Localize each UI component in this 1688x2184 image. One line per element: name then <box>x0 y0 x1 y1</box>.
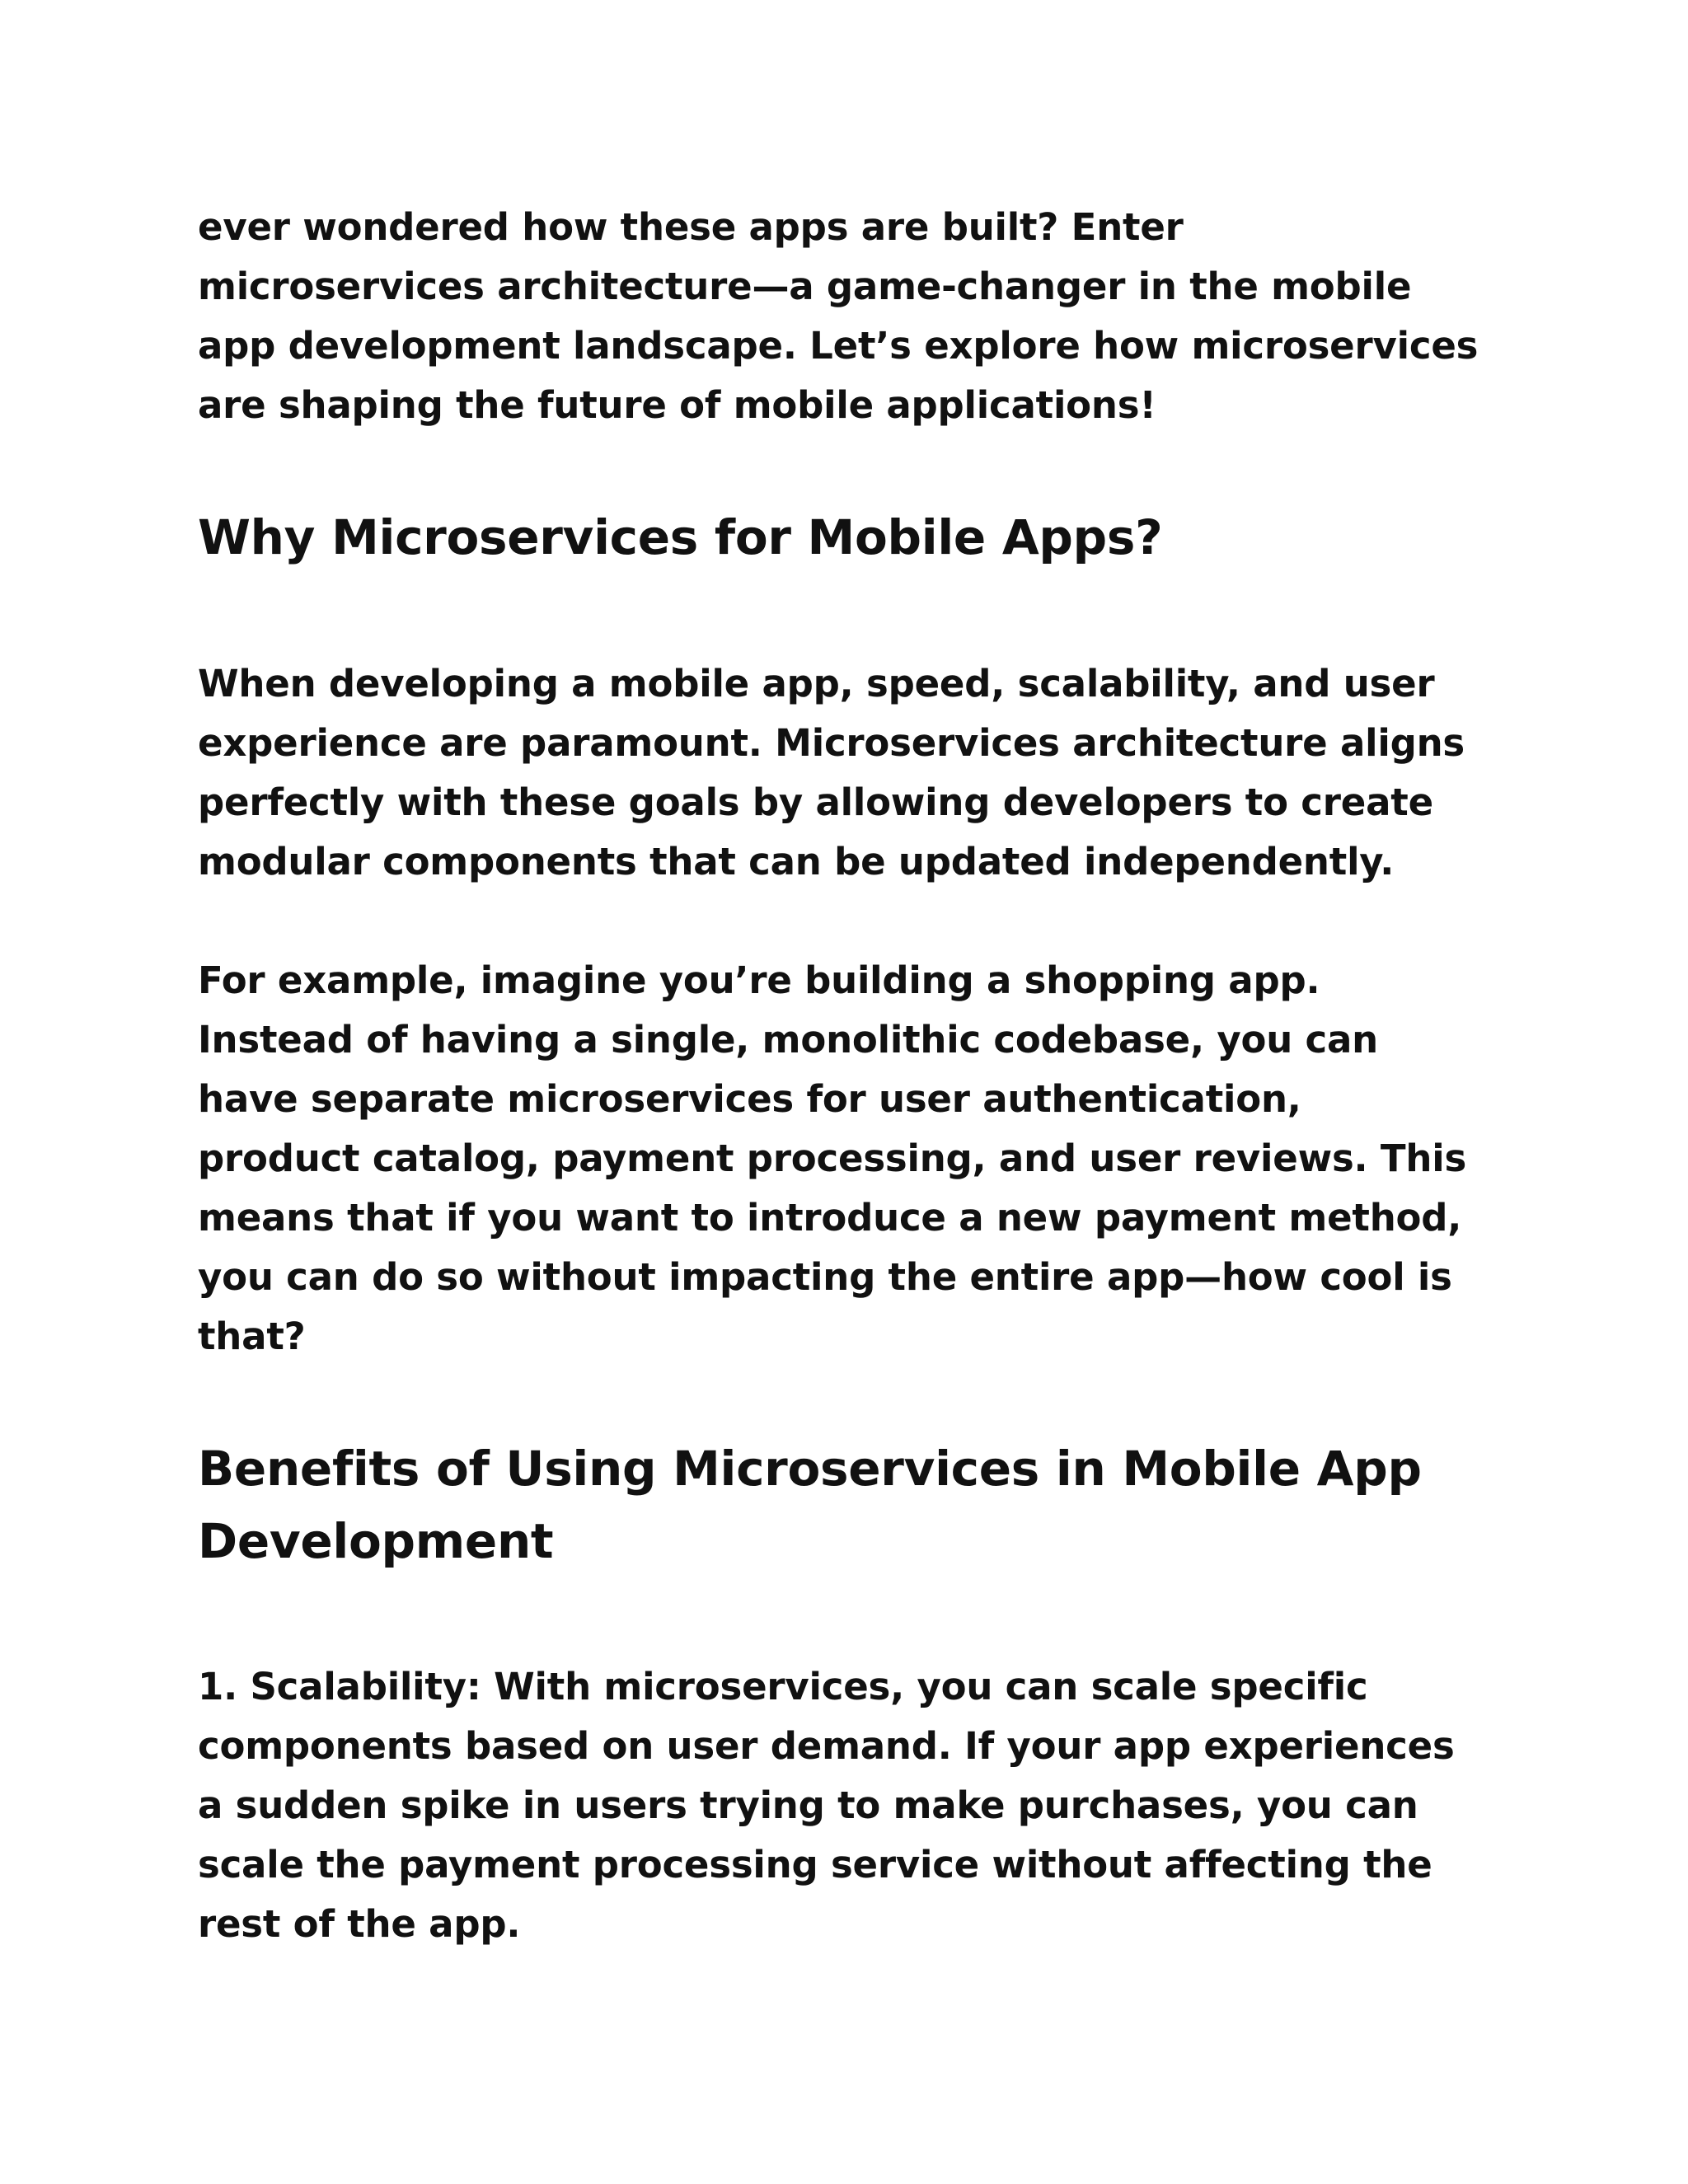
heading-benefits: Benefits of Using Microservices in Mobile App Development <box>198 1441 1422 1569</box>
paragraph-shopping-example: For example, imagine you’re building a shopping app. Instead of having a single, monolithic codebase, you can have separate microservices for user authentication, product catalog, payment processing, and user reviews. This means that if you want to introduce a new payment method, you can do so without impacting the entire app—how cool is that? <box>198 958 1467 1358</box>
document-page <box>198 198 1517 1954</box>
heading-why-microservices: Why Microservices for Mobile Apps? <box>198 509 1163 565</box>
intro-paragraph: ever wondered how these apps are built? Enter microservices architecture—a game-changer in the mobile app development landscape. Let’s explore how microservices are shaping the future of mobile applications! <box>198 205 1479 427</box>
paragraph-scalability: 1. Scalability: With microservices, you can scale specific components based on user demand. If your app experiences a sudden spike in users trying to make purchases, you can scale the payment processing service without affecting the rest of the app. <box>198 1665 1455 1946</box>
paragraph-why-microservices: When developing a mobile app, speed, scalability, and user experience are paramount. Microservices architecture aligns perfectly with these goals by allowing developers to create modular components that can be updated independently. <box>198 662 1465 883</box>
